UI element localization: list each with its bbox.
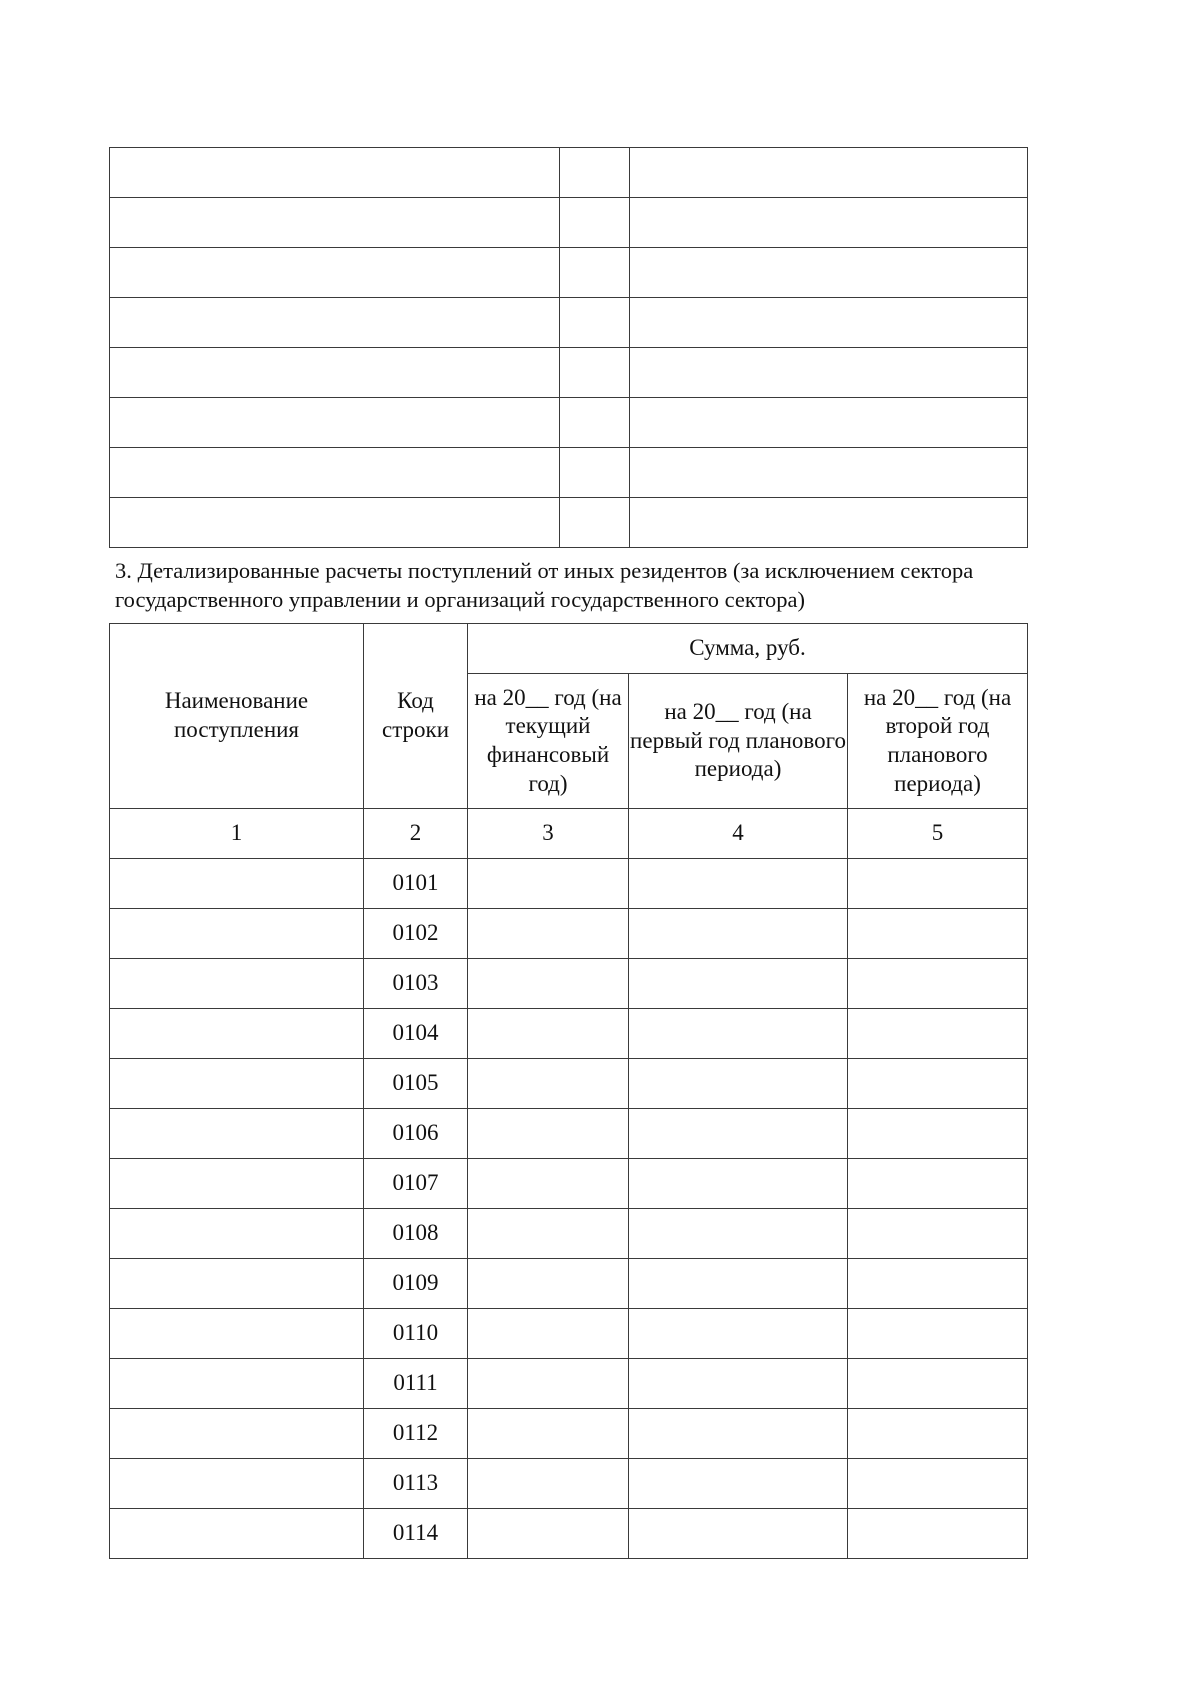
- amount-cell[interactable]: [468, 1159, 629, 1209]
- amount-cell[interactable]: [468, 959, 629, 1009]
- line-code-cell: 0110: [364, 1309, 468, 1359]
- table-cell: [560, 448, 630, 498]
- amount-cell[interactable]: [629, 1509, 848, 1559]
- table-row: [110, 1409, 1028, 1459]
- receipt-name-cell[interactable]: [110, 1359, 364, 1409]
- header-receipt-name: Наименование поступления: [110, 624, 364, 809]
- amount-cell[interactable]: [848, 909, 1028, 959]
- amount-cell[interactable]: [468, 859, 629, 909]
- amount-cell[interactable]: [629, 1059, 848, 1109]
- table-cell: [110, 148, 560, 198]
- table-row: [110, 198, 1028, 248]
- receipt-name-cell[interactable]: [110, 1259, 364, 1309]
- amount-cell[interactable]: [629, 1359, 848, 1409]
- amount-cell[interactable]: [468, 1309, 629, 1359]
- amount-cell[interactable]: [468, 1359, 629, 1409]
- table-row: [110, 859, 1028, 909]
- column-number: 1: [110, 809, 364, 859]
- table-row: [110, 1159, 1028, 1209]
- table-row: [110, 959, 1028, 1009]
- column-number: 4: [629, 809, 848, 859]
- line-code-cell: 0101: [364, 859, 468, 909]
- receipt-name-cell[interactable]: [110, 909, 364, 959]
- receipt-name-cell[interactable]: [110, 1309, 364, 1359]
- table-cell: [630, 498, 1028, 548]
- table-cell: [560, 198, 630, 248]
- table-cell: [560, 248, 630, 298]
- previous-section-table: [109, 147, 1028, 548]
- table-cell: [560, 348, 630, 398]
- amount-cell[interactable]: [468, 1109, 629, 1159]
- amount-cell[interactable]: [629, 1459, 848, 1509]
- table-row: [110, 1359, 1028, 1409]
- amount-cell[interactable]: [629, 959, 848, 1009]
- amount-cell[interactable]: [629, 1159, 848, 1209]
- receipt-name-cell[interactable]: [110, 1109, 364, 1159]
- table-cell: [110, 298, 560, 348]
- line-code-cell: 0103: [364, 959, 468, 1009]
- amount-cell[interactable]: [848, 1059, 1028, 1109]
- header-line-code: Код строки: [364, 624, 468, 809]
- amount-cell[interactable]: [468, 1059, 629, 1109]
- table-cell: [630, 298, 1028, 348]
- table-cell: [630, 248, 1028, 298]
- receipt-name-cell[interactable]: [110, 1159, 364, 1209]
- header-first-plan-year: на 20__ год (на первый год планового периода): [629, 674, 848, 809]
- header-second-plan-year: на 20__ год (на второй год планового периода): [848, 674, 1028, 809]
- table-row: [110, 498, 1028, 548]
- header-current-year: на 20__ год (на текущий финансовый год): [468, 674, 629, 809]
- table-cell: [110, 348, 560, 398]
- amount-cell[interactable]: [848, 1409, 1028, 1459]
- amount-cell[interactable]: [468, 1259, 629, 1309]
- receipt-name-cell[interactable]: [110, 1009, 364, 1059]
- amount-cell[interactable]: [629, 1259, 848, 1309]
- table-cell: [560, 498, 630, 548]
- amount-cell[interactable]: [848, 1459, 1028, 1509]
- receipt-name-cell[interactable]: [110, 1409, 364, 1459]
- amount-cell[interactable]: [468, 1209, 629, 1259]
- column-number: 3: [468, 809, 629, 859]
- amount-cell[interactable]: [848, 1209, 1028, 1259]
- line-code-cell: 0104: [364, 1009, 468, 1059]
- amount-cell[interactable]: [468, 909, 629, 959]
- table-cell: [630, 398, 1028, 448]
- amount-cell[interactable]: [848, 1509, 1028, 1559]
- amount-cell[interactable]: [848, 1309, 1028, 1359]
- receipt-name-cell[interactable]: [110, 1509, 364, 1559]
- table-cell: [110, 248, 560, 298]
- table-cell: [630, 198, 1028, 248]
- table-cell: [630, 448, 1028, 498]
- receipt-name-cell[interactable]: [110, 1459, 364, 1509]
- line-code-cell: 0105: [364, 1059, 468, 1109]
- receipt-name-cell[interactable]: [110, 1059, 364, 1109]
- table-cell: [630, 348, 1028, 398]
- table-row: [110, 1259, 1028, 1309]
- column-number-row: [110, 809, 1028, 859]
- amount-cell[interactable]: [468, 1409, 629, 1459]
- header-sum: Сумма, руб.: [468, 624, 1028, 674]
- amount-cell[interactable]: [848, 1359, 1028, 1409]
- amount-cell[interactable]: [848, 1009, 1028, 1059]
- table-cell: [560, 398, 630, 448]
- line-code-cell: 0107: [364, 1159, 468, 1209]
- amount-cell[interactable]: [468, 1509, 629, 1559]
- amount-cell[interactable]: [629, 859, 848, 909]
- table-row: [110, 1209, 1028, 1259]
- line-code-cell: 0109: [364, 1259, 468, 1309]
- table-cell: [630, 148, 1028, 198]
- line-code-cell: 0113: [364, 1459, 468, 1509]
- table-cell: [560, 298, 630, 348]
- amount-cell[interactable]: [629, 909, 848, 959]
- receipts-calculation-table: [109, 623, 1028, 1559]
- section-heading: 3. Детализированные расчеты поступлений от иных резидентов (за исключением сектора государственного управлении и организаций государственного сектора): [115, 558, 974, 612]
- column-number: 5: [848, 809, 1028, 859]
- table-row: [110, 348, 1028, 398]
- amount-cell[interactable]: [468, 1459, 629, 1509]
- amount-cell[interactable]: [629, 1009, 848, 1059]
- line-code-cell: 0106: [364, 1109, 468, 1159]
- line-code-cell: 0112: [364, 1409, 468, 1459]
- line-code-cell: 0108: [364, 1209, 468, 1259]
- table-row: [110, 1059, 1028, 1109]
- amount-cell[interactable]: [848, 1159, 1028, 1209]
- table-cell: [110, 498, 560, 548]
- amount-cell[interactable]: [848, 1109, 1028, 1159]
- table-row: [110, 909, 1028, 959]
- table-header-row: [110, 624, 1028, 674]
- table-cell: [110, 198, 560, 248]
- table-row: [110, 398, 1028, 448]
- amount-cell[interactable]: [848, 1259, 1028, 1309]
- table-row: [110, 248, 1028, 298]
- receipt-name-cell[interactable]: [110, 859, 364, 909]
- amount-cell[interactable]: [629, 1209, 848, 1259]
- table-cell: [560, 148, 630, 198]
- amount-cell[interactable]: [848, 959, 1028, 1009]
- receipt-name-cell[interactable]: [110, 959, 364, 1009]
- amount-cell[interactable]: [629, 1109, 848, 1159]
- table-row: [110, 1009, 1028, 1059]
- table-row: [110, 1459, 1028, 1509]
- table-row: [110, 1309, 1028, 1359]
- amount-cell[interactable]: [848, 859, 1028, 909]
- amount-cell[interactable]: [629, 1409, 848, 1459]
- amount-cell[interactable]: [468, 1009, 629, 1059]
- line-code-cell: 0114: [364, 1509, 468, 1559]
- table-row: [110, 1109, 1028, 1159]
- table-row: [110, 448, 1028, 498]
- column-number: 2: [364, 809, 468, 859]
- table-row: [110, 148, 1028, 198]
- line-code-cell: 0102: [364, 909, 468, 959]
- table-row: [110, 298, 1028, 348]
- line-code-cell: 0111: [364, 1359, 468, 1409]
- receipt-name-cell[interactable]: [110, 1209, 364, 1259]
- table-row: [110, 1509, 1028, 1559]
- table-cell: [110, 398, 560, 448]
- amount-cell[interactable]: [629, 1309, 848, 1359]
- table-cell: [110, 448, 560, 498]
